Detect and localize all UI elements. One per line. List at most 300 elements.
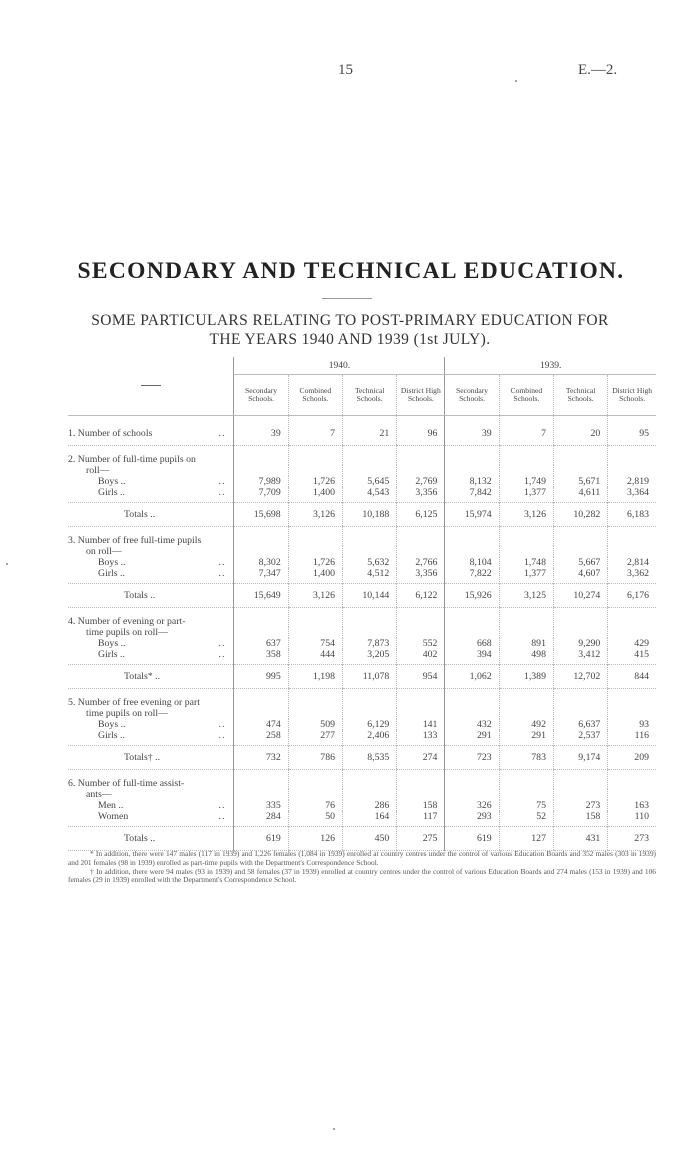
table-cell: 4,512	[343, 568, 397, 584]
table-cell: 1,198	[288, 665, 342, 689]
table-cell	[234, 527, 288, 547]
table-cell: 10,282	[553, 503, 607, 527]
table-cell: 10,274	[553, 584, 607, 608]
table-cell: 2,537	[553, 730, 607, 746]
table-cell	[499, 465, 553, 476]
row-label	[68, 503, 234, 527]
table-cell: 9,290	[553, 638, 607, 649]
table-cell: 126	[288, 827, 342, 851]
table-cell	[397, 527, 445, 547]
table-cell: 20	[553, 416, 607, 446]
table-cell	[397, 627, 445, 638]
table-cell: 6,637	[553, 719, 607, 730]
table-cell: 7,709	[234, 487, 288, 503]
col-header: Combined Schools.	[288, 375, 342, 416]
table-cell	[608, 446, 656, 466]
col-header: Technical Schools.	[553, 375, 607, 416]
table-cell: 358	[234, 649, 288, 665]
table-cell: 75	[499, 800, 553, 811]
table-cell	[445, 446, 499, 466]
table-cell	[234, 546, 288, 557]
col-header: Secondary Schools.	[234, 375, 288, 416]
table-cell: 492	[499, 719, 553, 730]
table-cell	[445, 527, 499, 547]
table-cell: 394	[445, 649, 499, 665]
table-cell: 286	[343, 800, 397, 811]
table-cell	[553, 546, 607, 557]
table-cell: 509	[288, 719, 342, 730]
table-row	[68, 546, 656, 557]
table-cell: 429	[608, 638, 656, 649]
leader-dots: ..	[218, 811, 226, 822]
table-cell: 15,974	[445, 503, 499, 527]
table-cell	[553, 527, 607, 547]
table-cell	[445, 608, 499, 628]
table-cell: 335	[234, 800, 288, 811]
table-row	[68, 476, 656, 487]
table-cell	[288, 446, 342, 466]
table-cell: 552	[397, 638, 445, 649]
table-cell: 95	[608, 416, 656, 446]
row-label-text: 6. Number of full-time assist-	[68, 778, 185, 789]
table-cell	[288, 546, 342, 557]
row-label-text: Totals† ..	[124, 752, 161, 763]
leader-dots: ..	[218, 730, 226, 741]
table-row	[68, 416, 656, 446]
table-cell: 5,632	[343, 557, 397, 568]
table-cell: 21	[343, 416, 397, 446]
table-cell: 117	[397, 811, 445, 827]
table-cell: 3,356	[397, 487, 445, 503]
table-cell: 732	[234, 746, 288, 770]
table-cell	[234, 608, 288, 628]
table-cell	[445, 465, 499, 476]
table-cell	[234, 689, 288, 709]
table-cell	[397, 689, 445, 709]
table-cell	[445, 789, 499, 800]
table-cell	[288, 689, 342, 709]
table-cell: 50	[288, 811, 342, 827]
table-row	[68, 789, 656, 800]
table-cell: 4,607	[553, 568, 607, 584]
table-row	[68, 638, 656, 649]
table-cell	[234, 770, 288, 790]
table-cell	[445, 627, 499, 638]
table-cell: 2,769	[397, 476, 445, 487]
corner-cell	[68, 357, 234, 416]
row-label-text: Women	[98, 811, 129, 822]
table-cell: 274	[397, 746, 445, 770]
table-cell	[343, 446, 397, 466]
row-label-text: Boys ..	[98, 476, 126, 487]
statistics-table-container	[68, 357, 656, 851]
table-cell: 1,400	[288, 487, 342, 503]
table-cell: 2,814	[608, 557, 656, 568]
leader-dots: ..	[218, 557, 226, 568]
table-cell	[608, 789, 656, 800]
table-cell: 2,406	[343, 730, 397, 746]
col-header: Combined Schools.	[499, 375, 553, 416]
table-cell: 432	[445, 719, 499, 730]
corner-dash	[141, 385, 161, 386]
table-cell	[553, 770, 607, 790]
table-cell: 10,144	[343, 584, 397, 608]
title-divider	[322, 298, 372, 299]
row-label	[68, 789, 234, 800]
table-row	[68, 627, 656, 638]
table-cell	[553, 689, 607, 709]
row-label-text: time pupils on roll—	[86, 708, 168, 719]
table-cell: 96	[397, 416, 445, 446]
year-header-row	[68, 357, 656, 375]
table-row	[68, 811, 656, 827]
table-cell: 12,702	[553, 665, 607, 689]
row-label-text: Girls ..	[98, 568, 125, 579]
table-cell: 284	[234, 811, 288, 827]
table-cell: 164	[343, 811, 397, 827]
row-label	[68, 476, 234, 487]
table-cell: 7,873	[343, 638, 397, 649]
table-cell: 11,078	[343, 665, 397, 689]
table-cell	[499, 546, 553, 557]
table-cell	[445, 689, 499, 709]
footnotes	[68, 850, 656, 885]
row-label-text: ants—	[86, 789, 112, 800]
table-cell	[499, 446, 553, 466]
table-cell: 275	[397, 827, 445, 851]
table-cell: 3,126	[288, 503, 342, 527]
table-cell	[397, 789, 445, 800]
table-cell	[608, 546, 656, 557]
row-label	[68, 557, 234, 568]
table-cell	[397, 446, 445, 466]
table-row	[68, 649, 656, 665]
row-label	[68, 546, 234, 557]
row-label-text: 2. Number of full-time pupils on	[68, 454, 196, 465]
table-cell	[343, 465, 397, 476]
table-cell	[553, 446, 607, 466]
row-label	[68, 800, 234, 811]
table-cell	[343, 708, 397, 719]
table-row	[68, 665, 656, 689]
col-header: District High Schools.	[608, 375, 656, 416]
table-cell	[343, 689, 397, 709]
subtitle-line-1: SOME PARTICULARS RELATING TO POST-PRIMARY EDUCATION FOR	[91, 312, 609, 329]
table-cell: 2,766	[397, 557, 445, 568]
table-cell	[234, 627, 288, 638]
row-label	[68, 708, 234, 719]
table-cell	[343, 546, 397, 557]
table-cell: 127	[499, 827, 553, 851]
table-cell: 291	[445, 730, 499, 746]
table-cell: 110	[608, 811, 656, 827]
table-cell: 6,122	[397, 584, 445, 608]
page-number: 15	[338, 62, 353, 78]
table-cell	[288, 608, 342, 628]
table-cell: 954	[397, 665, 445, 689]
row-label-text: Boys ..	[98, 557, 126, 568]
row-label	[68, 527, 234, 547]
leader-dots: ..	[218, 568, 226, 579]
table-cell	[553, 627, 607, 638]
table-row	[68, 446, 656, 466]
table-cell: 450	[343, 827, 397, 851]
table-cell: 1,062	[445, 665, 499, 689]
table-row	[68, 584, 656, 608]
table-cell	[608, 608, 656, 628]
document-reference: E.—2.	[578, 62, 618, 78]
table-cell: 6,129	[343, 719, 397, 730]
leader-dots: ..	[218, 800, 226, 811]
table-cell: 619	[234, 827, 288, 851]
table-cell: 1,726	[288, 476, 342, 487]
table-body	[68, 416, 656, 851]
table-cell: 8,104	[445, 557, 499, 568]
table-cell	[499, 789, 553, 800]
table-cell	[397, 708, 445, 719]
row-label-text: 5. Number of free evening or part	[68, 697, 200, 708]
footnote: † In addition, there were 94 males (93 in 1939) and 58 females (37 in 1939) enrolled at country centres under the control of various Education Boards and 274 males (153 in 1939) and 106 females (29 in 1939) enrolled with the Department's Correspondence School.	[68, 866, 656, 885]
table-cell	[553, 708, 607, 719]
table-cell	[499, 689, 553, 709]
table-cell: 1,749	[499, 476, 553, 487]
table-cell: 1,748	[499, 557, 553, 568]
table-cell: 444	[288, 649, 342, 665]
table-row	[68, 568, 656, 584]
table-cell: 3,205	[343, 649, 397, 665]
table-cell: 5,667	[553, 557, 607, 568]
year-header-1940: 1940.	[234, 357, 445, 375]
table-cell	[288, 789, 342, 800]
table-cell	[397, 465, 445, 476]
table-cell: 1,389	[499, 665, 553, 689]
row-label-text: Totals ..	[124, 509, 156, 520]
row-label	[68, 446, 234, 466]
table-cell: 3,126	[499, 503, 553, 527]
table-cell	[553, 608, 607, 628]
table-cell	[234, 465, 288, 476]
table-cell: 3,364	[608, 487, 656, 503]
table-cell	[397, 546, 445, 557]
table-cell: 844	[608, 665, 656, 689]
table-cell: 7,989	[234, 476, 288, 487]
table-cell: 6,183	[608, 503, 656, 527]
row-label	[68, 584, 234, 608]
table-cell: 783	[499, 746, 553, 770]
table-cell: 7,842	[445, 487, 499, 503]
table-cell	[343, 789, 397, 800]
table-cell: 7,822	[445, 568, 499, 584]
table-cell	[445, 770, 499, 790]
table-cell: 291	[499, 730, 553, 746]
table-cell	[288, 627, 342, 638]
row-label-text: 4. Number of evening or part-	[68, 616, 186, 627]
table-cell	[288, 708, 342, 719]
row-label-text: roll—	[86, 465, 110, 476]
table-row	[68, 708, 656, 719]
row-label-text: Totals ..	[124, 590, 156, 601]
table-cell	[608, 708, 656, 719]
table-cell: 619	[445, 827, 499, 851]
row-label	[68, 665, 234, 689]
row-label	[68, 746, 234, 770]
table-cell: 786	[288, 746, 342, 770]
table-cell	[445, 708, 499, 719]
row-label-text: time pupils on roll—	[86, 627, 168, 638]
table-cell	[343, 770, 397, 790]
table-cell: 8,535	[343, 746, 397, 770]
leader-dots: ..	[218, 649, 226, 660]
table-cell	[234, 789, 288, 800]
table-cell: 1,377	[499, 487, 553, 503]
row-label	[68, 638, 234, 649]
row-label-text: Girls ..	[98, 487, 125, 498]
row-label	[68, 487, 234, 503]
table-cell: 93	[608, 719, 656, 730]
table-cell: 431	[553, 827, 607, 851]
row-label-text: Girls ..	[98, 730, 125, 741]
row-label	[68, 608, 234, 628]
row-label-text: Totals ..	[124, 833, 156, 844]
leader-dots: ..	[218, 487, 226, 498]
table-cell: 7	[499, 416, 553, 446]
table-cell	[343, 627, 397, 638]
table-cell: 3,362	[608, 568, 656, 584]
table-row	[68, 800, 656, 811]
table-cell: 415	[608, 649, 656, 665]
row-label-text: Boys ..	[98, 719, 126, 730]
table-cell: 891	[499, 638, 553, 649]
table-cell: 293	[445, 811, 499, 827]
col-header: Secondary Schools.	[445, 375, 499, 416]
table-cell: 39	[445, 416, 499, 446]
table-cell	[499, 770, 553, 790]
table-row	[68, 730, 656, 746]
table-cell: 2,819	[608, 476, 656, 487]
row-label-text: 1. Number of schools	[68, 428, 153, 439]
table-row	[68, 746, 656, 770]
table-cell: 273	[608, 827, 656, 851]
leader-dots: ..	[218, 476, 226, 487]
table-cell: 15,649	[234, 584, 288, 608]
table-cell: 258	[234, 730, 288, 746]
table-cell: 277	[288, 730, 342, 746]
table-row	[68, 827, 656, 851]
table-row	[68, 487, 656, 503]
row-label	[68, 730, 234, 746]
table-cell: 7	[288, 416, 342, 446]
table-cell: 141	[397, 719, 445, 730]
table-cell	[234, 708, 288, 719]
table-cell: 15,698	[234, 503, 288, 527]
table-cell	[288, 465, 342, 476]
table-row	[68, 465, 656, 476]
table-row	[68, 689, 656, 709]
table-cell	[608, 627, 656, 638]
row-label	[68, 627, 234, 638]
table-cell: 39	[234, 416, 288, 446]
row-label-text: Men ..	[98, 800, 124, 811]
row-label-text: Girls ..	[98, 649, 125, 660]
table-cell	[397, 770, 445, 790]
table-cell: 723	[445, 746, 499, 770]
table-cell: 668	[445, 638, 499, 649]
table-cell: 273	[553, 800, 607, 811]
table-cell	[553, 465, 607, 476]
table-cell	[397, 608, 445, 628]
row-label	[68, 827, 234, 851]
table-cell: 133	[397, 730, 445, 746]
table-cell: 5,671	[553, 476, 607, 487]
table-cell: 637	[234, 638, 288, 649]
table-cell: 498	[499, 649, 553, 665]
table-cell: 1,400	[288, 568, 342, 584]
table-cell: 6,125	[397, 503, 445, 527]
row-label	[68, 649, 234, 665]
table-cell	[499, 527, 553, 547]
statistics-table	[68, 357, 656, 851]
table-cell: 1,377	[499, 568, 553, 584]
table-cell: 209	[608, 746, 656, 770]
table-cell: 754	[288, 638, 342, 649]
leader-dots: ..	[218, 428, 226, 439]
table-cell	[499, 608, 553, 628]
table-cell: 3,356	[397, 568, 445, 584]
table-cell	[445, 546, 499, 557]
table-cell: 158	[397, 800, 445, 811]
leader-dots: ..	[218, 638, 226, 649]
table-cell	[288, 527, 342, 547]
table-cell: 3,126	[288, 584, 342, 608]
table-cell: 6,176	[608, 584, 656, 608]
paper-speck	[6, 563, 8, 565]
row-label-text: 3. Number of free full-time pupils	[68, 535, 202, 546]
table-cell: 76	[288, 800, 342, 811]
table-cell	[343, 608, 397, 628]
table-cell: 4,611	[553, 487, 607, 503]
table-row	[68, 608, 656, 628]
row-label	[68, 568, 234, 584]
year-header-1939: 1939.	[445, 357, 656, 375]
row-label-text: Boys ..	[98, 638, 126, 649]
table-cell: 8,132	[445, 476, 499, 487]
table-cell: 158	[553, 811, 607, 827]
table-cell	[608, 770, 656, 790]
table-cell	[608, 527, 656, 547]
table-cell: 3,412	[553, 649, 607, 665]
table-cell: 163	[608, 800, 656, 811]
paper-speck	[515, 80, 517, 82]
table-cell: 5,645	[343, 476, 397, 487]
row-label-text: on roll—	[86, 546, 122, 557]
table-row	[68, 527, 656, 547]
row-label	[68, 719, 234, 730]
table-cell: 474	[234, 719, 288, 730]
table-cell: 1,726	[288, 557, 342, 568]
table-cell	[343, 527, 397, 547]
leader-dots: ..	[218, 719, 226, 730]
table-cell: 7,347	[234, 568, 288, 584]
table-cell	[553, 789, 607, 800]
table-row	[68, 770, 656, 790]
table-cell	[608, 465, 656, 476]
col-header: Technical Schools.	[343, 375, 397, 416]
row-label	[68, 465, 234, 476]
row-label-text: Totals* ..	[124, 671, 161, 682]
table-cell: 8,302	[234, 557, 288, 568]
table-cell: 15,926	[445, 584, 499, 608]
table-cell: 116	[608, 730, 656, 746]
